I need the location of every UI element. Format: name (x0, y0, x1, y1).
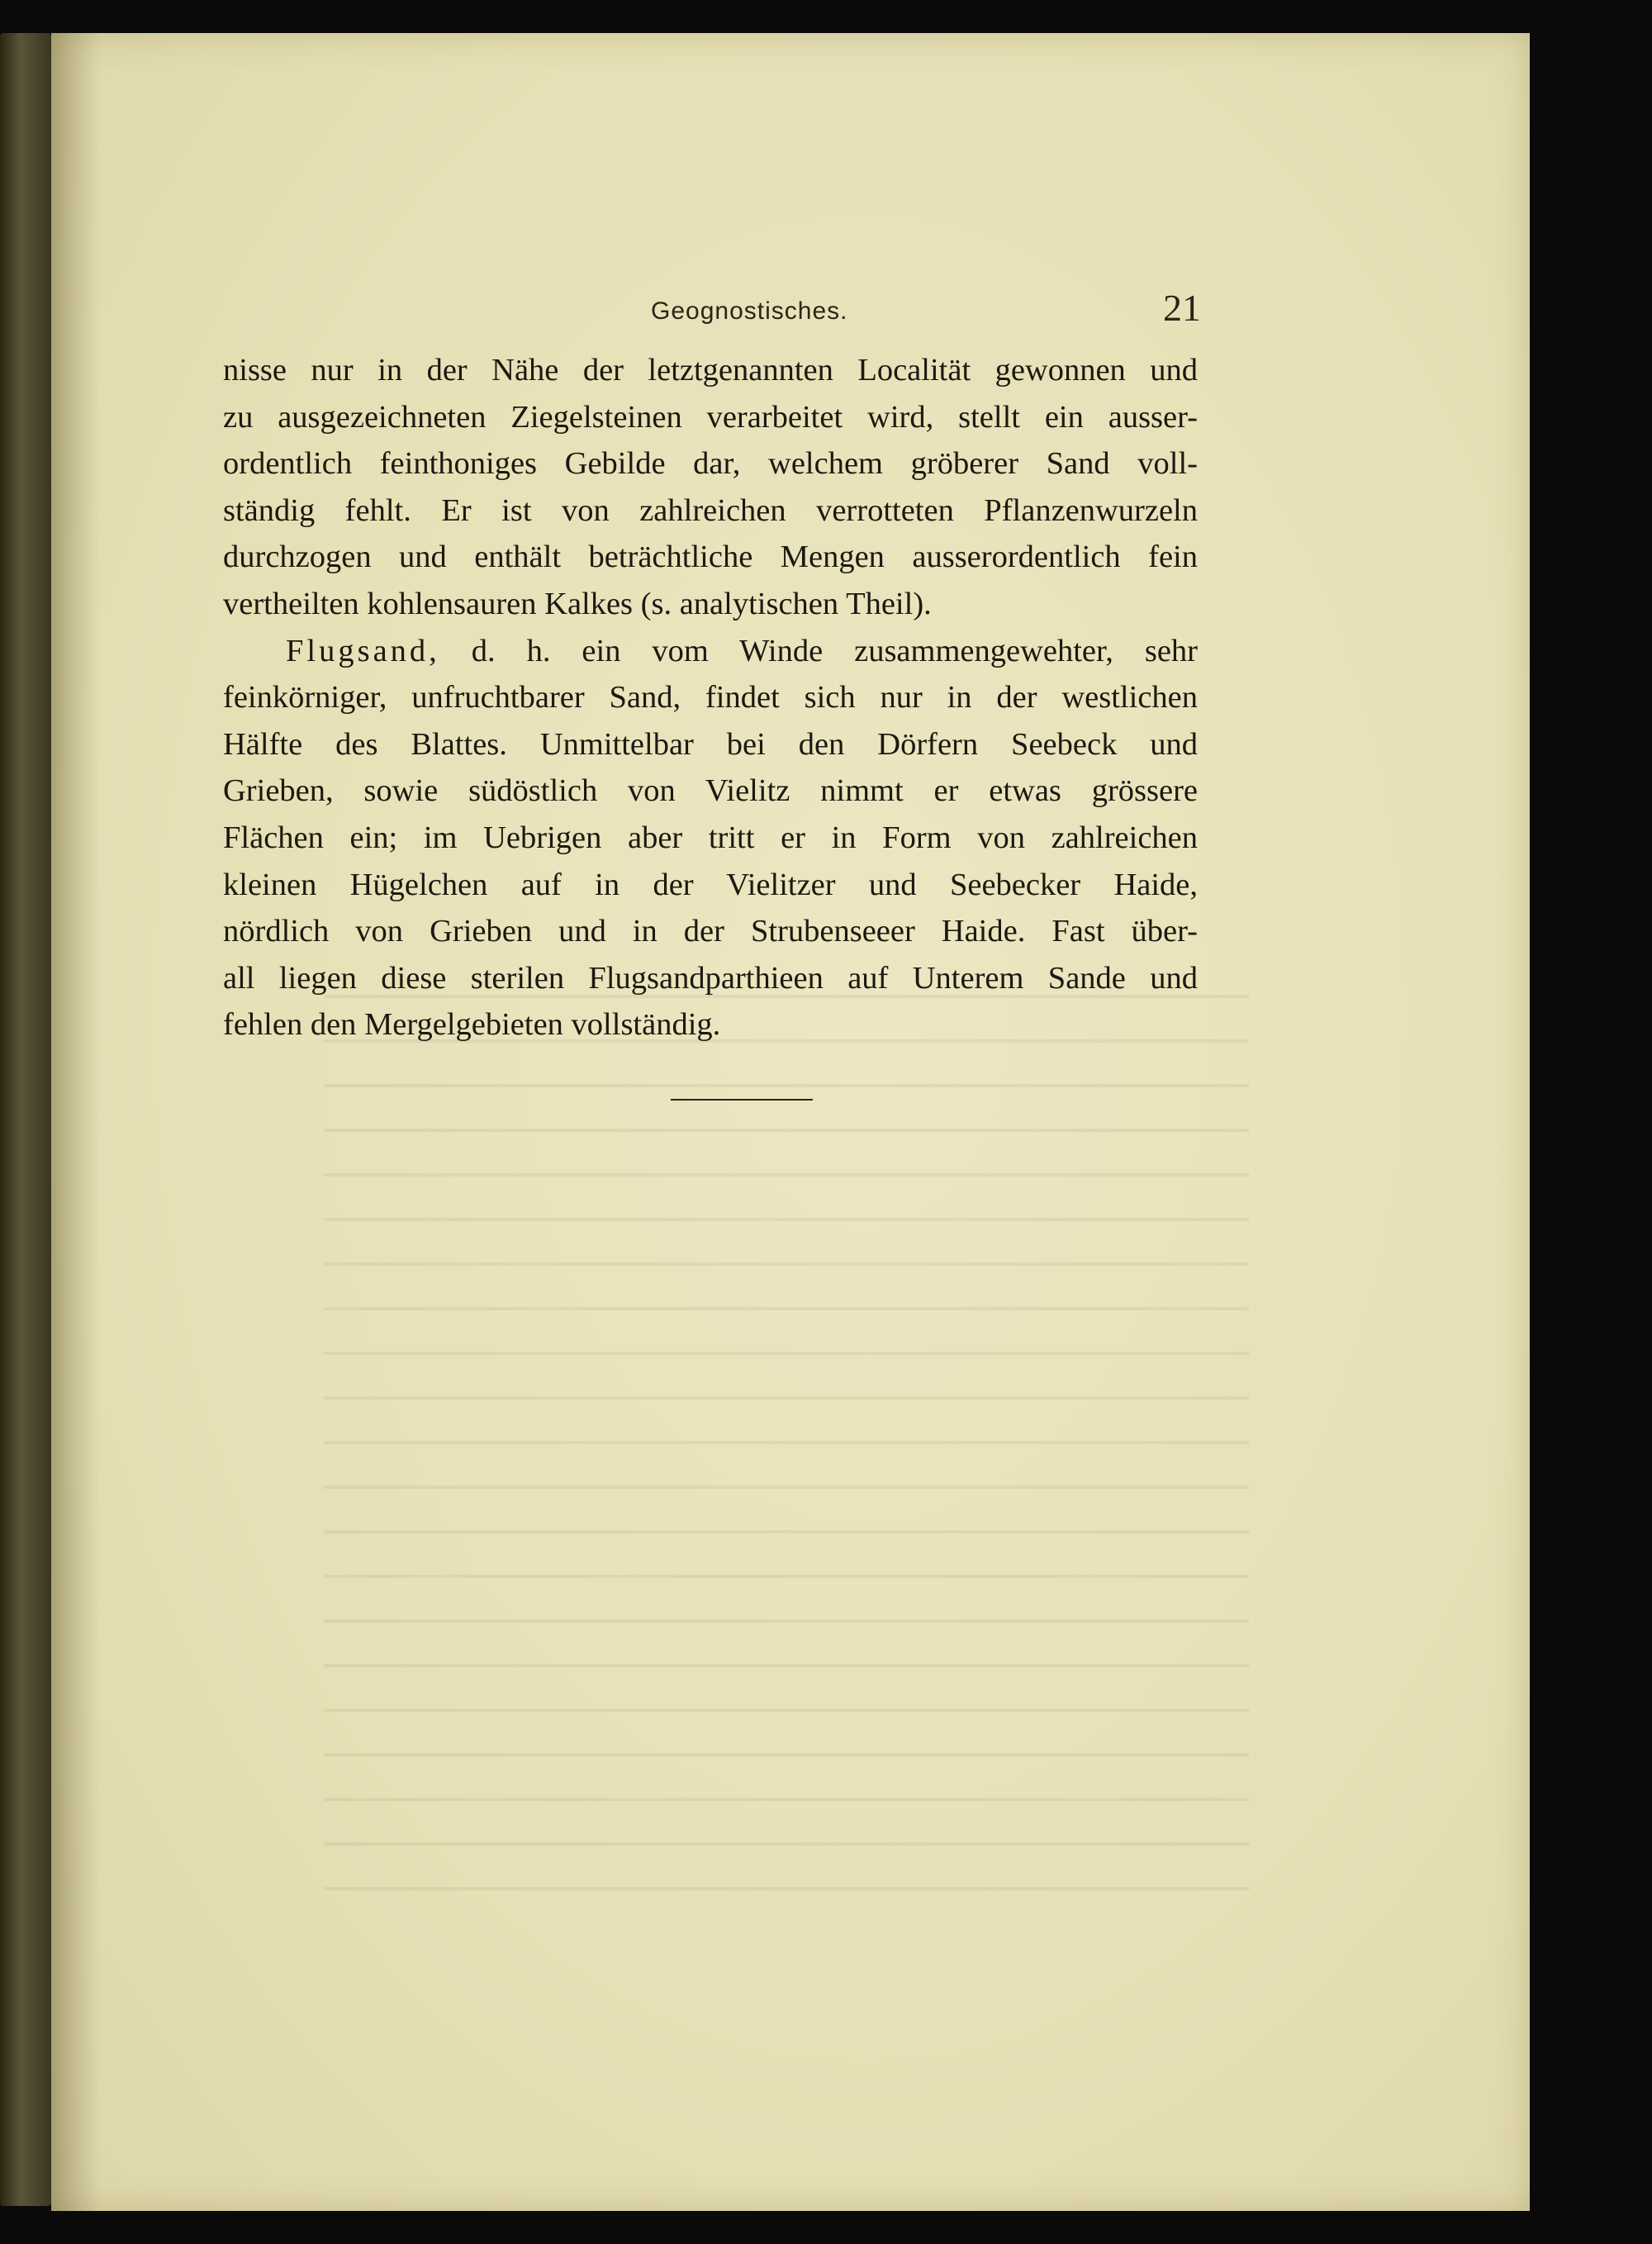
page-number: 21 (1163, 287, 1201, 329)
paragraph-2 (223, 628, 1198, 1048)
show-through-text (324, 967, 1249, 1892)
text-line: Hälfte des Blattes. Unmittelbar bei den Dörfern Seebeck und (223, 726, 1198, 762)
text-line: fehlen den Mergelgebieten vollständig. (223, 1007, 721, 1043)
text-line: vertheilten kohlensauren Kalkes (s. analytischen Theil). (223, 586, 932, 621)
book-spine-edge (0, 33, 51, 2206)
section-end-rule (671, 1099, 813, 1101)
text-line: kleinen Hügelchen auf in der Vielitzer und Seebecker Haide, (223, 867, 1198, 902)
text-line: feinkörniger, unfruchtbarer Sand, findet sich nur in der westlichen (223, 680, 1198, 716)
text-line: ständig fehlt. Er ist von zahlreichen verrotteten Pflanzenwurzeln (223, 492, 1198, 528)
paragraph-1 (223, 347, 1198, 628)
text-line: Grieben, sowie südöstlich von Vielitz nimmt er etwas grössere (223, 773, 1198, 809)
text-line: durchzogen und enthält beträchtliche Mengen ausserordentlich fein (223, 540, 1198, 575)
text-line: nördlich von Grieben und in der Strubenseeer Haide. Fast über- (223, 914, 1198, 949)
text-line: zu ausgezeichneten Ziegelsteinen verarbeitet wird, stellt ein ausser- (223, 399, 1198, 435)
text-line: all liegen diese sterilen Flugsandparthieen auf Unterem Sande und (223, 960, 1198, 996)
text-line: Flächen ein; im Uebrigen aber tritt er in Form von zahlreichen (223, 820, 1198, 855)
running-head: Geognostisches. (651, 297, 848, 325)
text-line: ordentlich feinthoniges Gebilde dar, welchem gröberer Sand voll- (223, 446, 1198, 482)
term-flugsand: Flugsand, (286, 633, 440, 668)
body-text (223, 347, 1198, 1048)
text-fragment: d. h. ein vom Winde zusammengewehter, sehr (471, 633, 1198, 668)
text-line: nisse nur in der Nähe der letztgenannten Localität gewonnen und (223, 353, 1198, 387)
text-line (223, 628, 1198, 675)
